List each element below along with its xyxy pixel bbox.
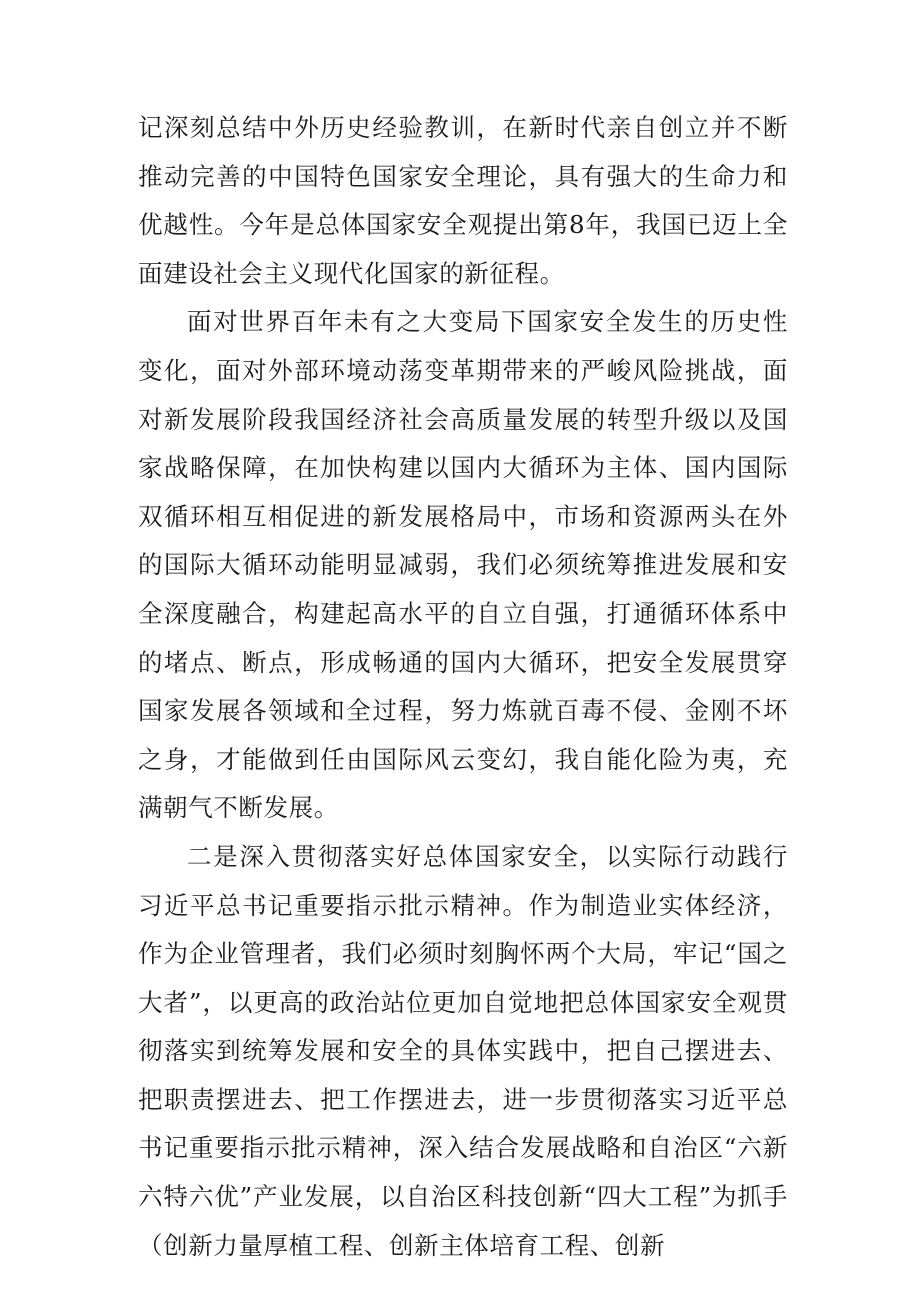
paragraph-2: 面对世界百年未有之大变局下国家安全发生的历史性变化，面对外部环境动荡变革期带来的严峻风险挑战，面对新发展阶段我国经济社会高质量发展的转型升级以及国家战略保障，在加快构建以国内大循环为主体、国内国际双循环相互相促进的新发展格局中，市场和资源两头在外的国际大循环动能明显减弱，我们必须统筹推进发展和安全深度融合，构建起高水平的自立自强，打通循环体系中的堵点、断点，形成畅通的国内大循环，把安全发展贯穿国家发展各领域和全过程，努力炼就百毒不侵、金刚不坏之身，才能做到任由国际风云变幻，我自能化险为夷，充满朝气不断发展。 [138,307,788,823]
paragraph-1: 记深刻总结中外历史经验教训，在新时代亲自创立并不断推动完善的中国特色国家安全理论，具有强大的生命力和优越性。今年是总体国家安全观提出第8年，我国已迈上全面建设社会主义现代化国家的新征程。 [138,113,788,288]
document-body [138,104,788,1270]
paragraph-3: 二是深入贯彻落实好总体国家安全，以实际行动践行习近平总书记重要指示批示精神。作为制造业实体经济，作为企业管理者，我们必须时刻胸怀两个大局，牢记“国之大者”，以更高的政治站位更加自觉地把总体国家安全观贯彻落实到统筹发展和安全的具体实践中，把自己摆进去、把职责摆进去、把工作摆进去，进一步贯彻落实习近平总书记重要指示批示精神，深入结合发展战略和自治区“六新六特六优”产业发展，以自治区科技创新“四大工程”为抓手（创新力量厚植工程、创新主体培育工程、创新 [138,841,788,1260]
